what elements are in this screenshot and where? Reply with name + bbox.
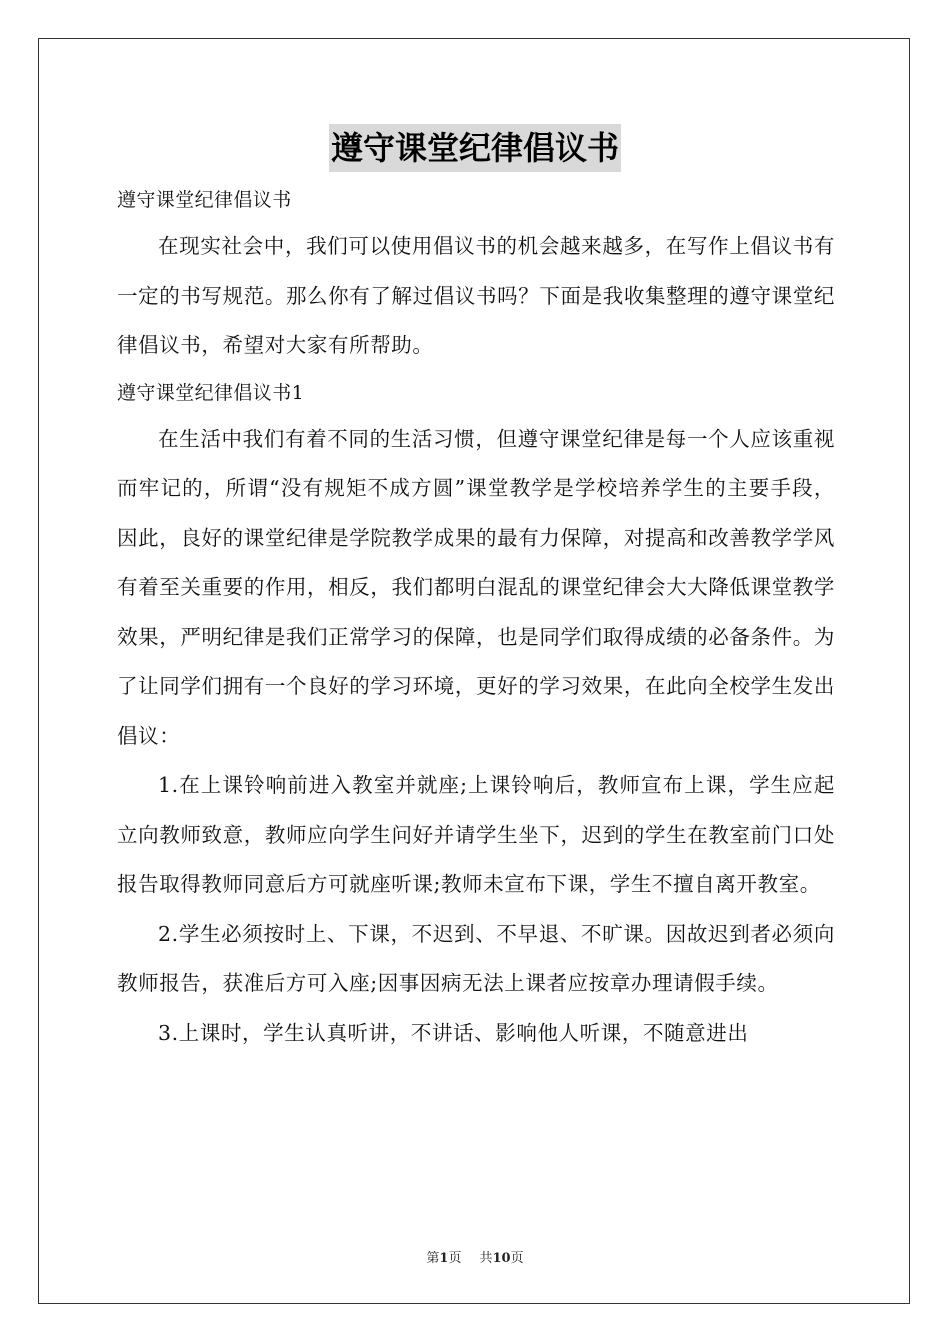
footer-total-pages: 10 [492, 1251, 511, 1266]
footer-prefix: 第 [426, 1251, 440, 1266]
page-footer [0, 1247, 950, 1266]
footer-page-suffix: 页 [448, 1251, 462, 1266]
list-item-3: 3.上课时，学生认真听讲，不讲话、影响他人听课，不随意进出 [158, 1020, 749, 1045]
list-item-1: 1.在上课铃响前进入教室并就座;上课铃响后，教师宣布上课，学生应起立向教师致意，教师应向学生问好并请学生坐下，迟到的学生在教室前门口处报告取得教师同意后方可就座听课;教师未宣布下课，学生不擅自离开教室。 [117, 773, 835, 896]
footer-total-suffix: 页 [510, 1251, 524, 1266]
footer-total-prefix: 共 [479, 1251, 493, 1266]
subtitle-heading: 遵守课堂纪律倡议书 [117, 189, 292, 211]
footer-page-number: 1 [439, 1251, 449, 1266]
body-paragraph-1: 在生活中我们有着不同的生活习惯，但遵守课堂纪律是每一个人应该重视而牢记的，所谓“没有规矩不成方圆”课堂教学是学校培养学生的主要手段，因此，良好的课堂纪律是学院教学成果的最有力保障，对提高和改善教学学风有着至关重要的作用，相反，我们都明白混乱的课堂纪律会大大降低课堂教学效果，严明纪律是我们正常学习的保障，也是同学们取得成绩的必备条件。为了让同学们拥有一个良好的学习环境，更好的学习效果，在此向全校学生发出倡议： [117, 426, 835, 748]
section-heading-1: 遵守课堂纪律倡议书1 [117, 381, 305, 404]
intro-paragraph: 在现实社会中，我们可以使用倡议书的机会越来越多，在写作上倡议书有一定的书写规范。那么你有了解过倡议书吗？下面是我收集整理的遵守课堂纪律倡议书，希望对大家有所帮助。 [117, 234, 835, 357]
document-title: 遵守课堂纪律倡议书 [329, 124, 621, 172]
list-item-2: 2.学生必须按时上、下课，不迟到、不早退、不旷课。因故迟到者必须向教师报告，获准后方可入座;因事因病无法上课者应按章办理请假手续。 [117, 921, 835, 995]
title-container [0, 124, 950, 172]
document-body [117, 178, 835, 1058]
